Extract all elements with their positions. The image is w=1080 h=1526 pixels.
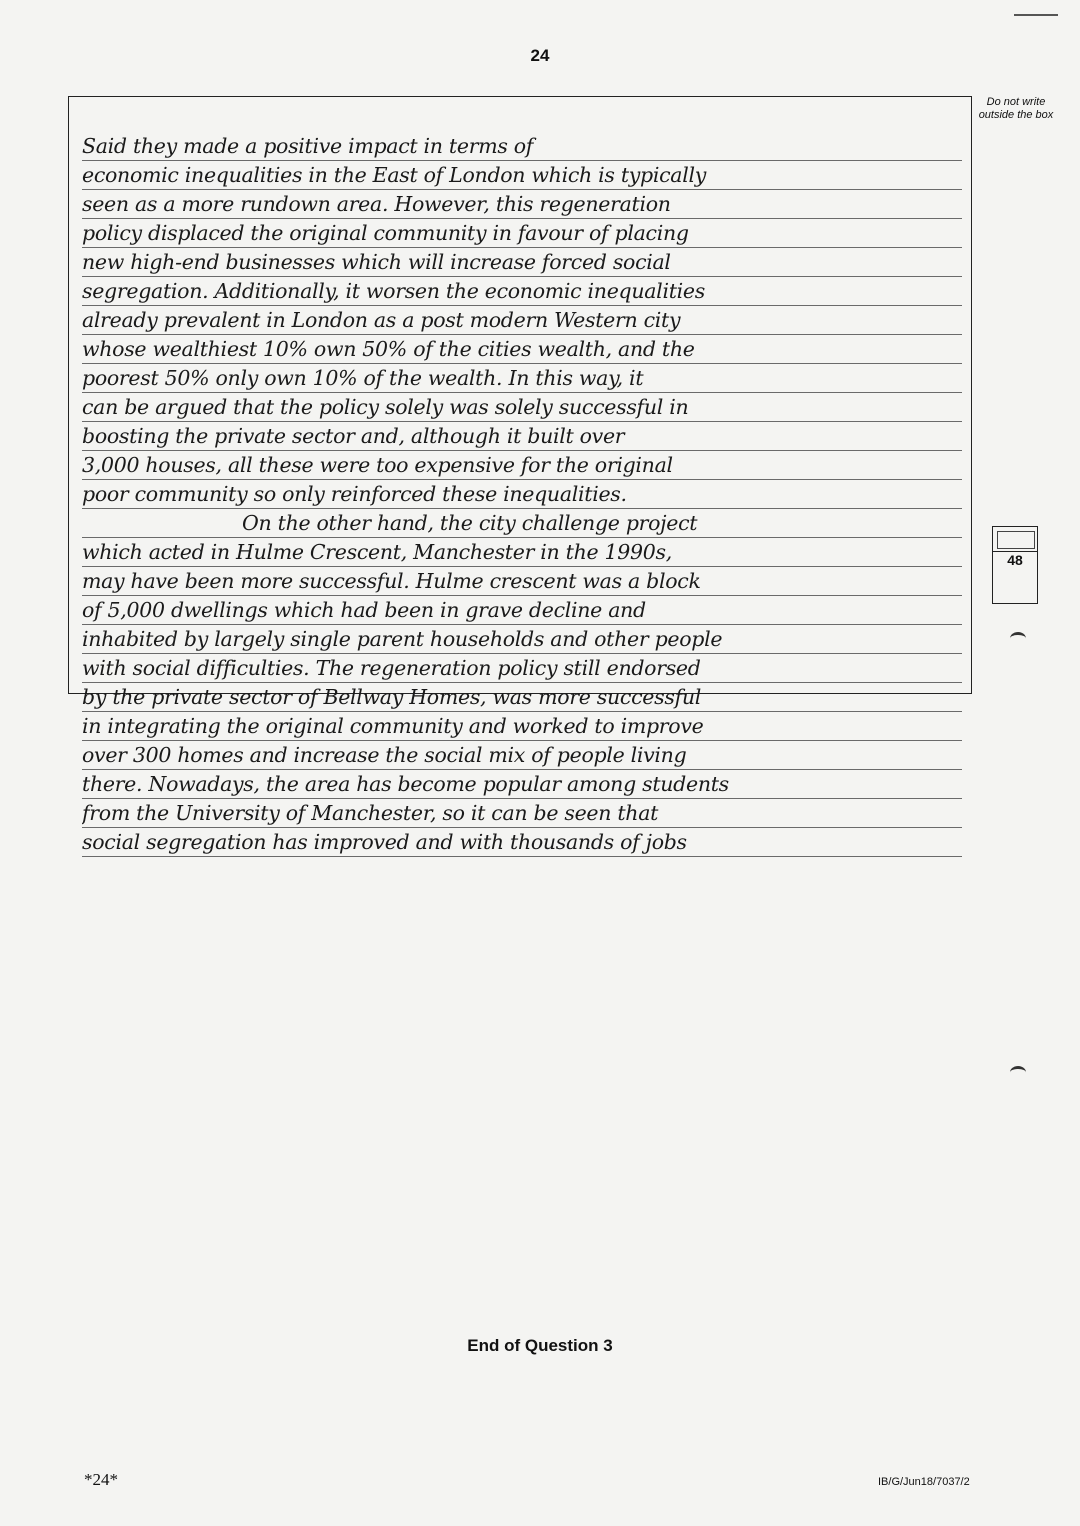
answer-line: On the other hand, the city challenge project xyxy=(82,509,962,538)
answer-line: whose wealthiest 10% own 50% of the cities wealth, and the xyxy=(82,335,962,364)
margin-note: Do not write outside the box xyxy=(978,96,1054,121)
answer-line: inhabited by largely single parent households and other people xyxy=(82,625,962,654)
answer-line: there. Nowadays, the area has become popular among students xyxy=(82,770,962,799)
answer-line: can be argued that the policy solely was solely successful in xyxy=(82,393,962,422)
answer-line: from the University of Manchester, so it can be seen that xyxy=(82,799,962,828)
answer-line: social segregation has improved and with thousands of jobs xyxy=(82,828,962,857)
answer-line: over 300 homes and increase the social mix of people living xyxy=(82,741,962,770)
answer-line: new high-end businesses which will increase forced social xyxy=(82,248,962,277)
answer-line: by the private sector of Bellway Homes, was more successful xyxy=(82,683,962,712)
answer-line: segregation. Additionally, it worsen the economic inequalities xyxy=(82,277,962,306)
answer-line: may have been more successful. Hulme crescent was a block xyxy=(82,567,962,596)
answer-line: poor community so only reinforced these inequalities. xyxy=(82,480,962,509)
answer-line: boosting the private sector and, although it built over xyxy=(82,422,962,451)
answer-line: in integrating the original community and worked to improve xyxy=(82,712,962,741)
punch-hole-mark xyxy=(1010,632,1026,645)
footer-page-code: *24* xyxy=(84,1470,118,1489)
answer-line: which acted in Hulme Crescent, Manchester in the 1990s, xyxy=(82,538,962,567)
score-label: 48 xyxy=(1007,552,1023,568)
page-number: 24 xyxy=(530,46,550,65)
handwritten-answer xyxy=(82,132,962,857)
answer-line: 3,000 houses, all these were too expensive for the original xyxy=(82,451,962,480)
answer-line: already prevalent in London as a post modern Western city xyxy=(82,306,962,335)
end-of-question: End of Question 3 xyxy=(467,1336,613,1355)
answer-line: policy displaced the original community in favour of placing xyxy=(82,219,962,248)
corner-mark xyxy=(1014,14,1058,16)
answer-line: economic inequalities in the East of London which is typically xyxy=(82,161,962,190)
answer-line: of 5,000 dwellings which had been in grave decline and xyxy=(82,596,962,625)
answer-line: with social difficulties. The regeneration policy still endorsed xyxy=(82,654,962,683)
answer-line: Said they made a positive impact in terms of xyxy=(82,132,962,161)
score-entry-box xyxy=(997,531,1035,549)
answer-line: poorest 50% only own 10% of the wealth. In this way, it xyxy=(82,364,962,393)
answer-line: seen as a more rundown area. However, this regeneration xyxy=(82,190,962,219)
punch-hole-mark xyxy=(1010,1066,1026,1079)
footer-paper-code: IB/G/Jun18/7037/2 xyxy=(878,1476,970,1488)
